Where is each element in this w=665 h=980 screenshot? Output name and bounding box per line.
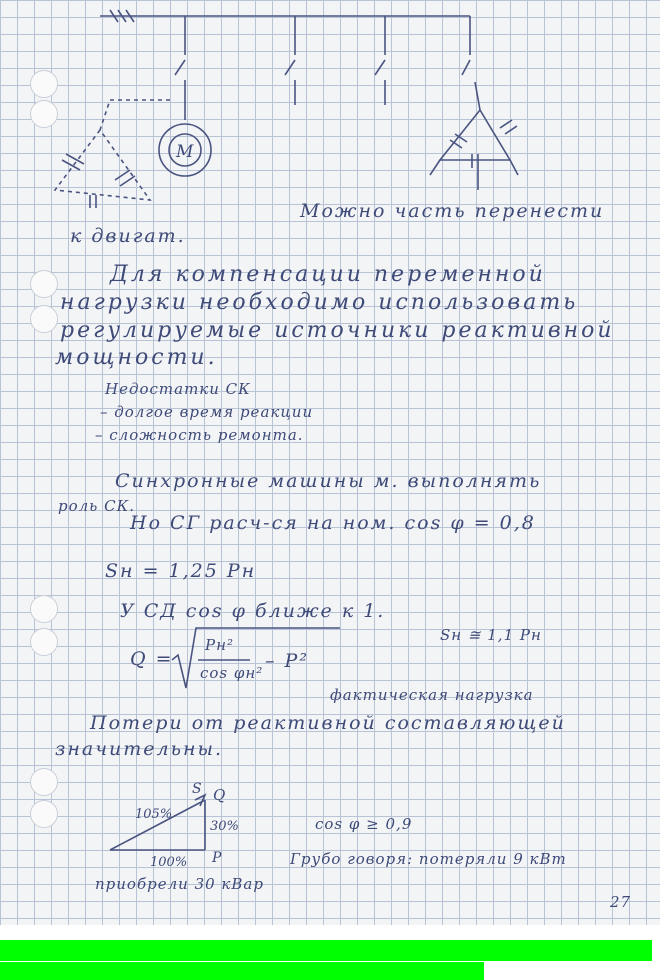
white-block [484,962,652,980]
formula-numerator: Pн² [205,636,234,654]
text-line: cos φ ≥ 0,9 [315,815,413,833]
text-line: – сложность ремонта. [95,426,304,444]
motor-label: M [176,142,194,162]
text-line: Можно часть перенести [300,200,605,222]
green-band [0,962,484,980]
green-band [0,940,652,961]
formula-lhs: Q = [130,648,174,670]
formula-denominator: cos φн² [200,664,264,682]
text-line: У СД cos φ ближе к 1. [120,600,386,622]
text-line: Но СГ расч-ся на ном. cos φ = 0,8 [130,512,536,534]
triangle-q-label: Q [213,786,226,804]
text-line: нагрузки необходимо использовать [60,290,579,315]
triangle-base-label: 100% [150,855,188,870]
text-line: Для компенсации переменной [110,262,546,287]
triangle-side-label: 30% [210,819,239,834]
triangle-hyp-label: 105% [135,807,173,822]
text-line: значительны. [55,738,223,760]
text-line: роль СК. [58,497,135,515]
text-line: Sн ≅ 1,1 Pн [440,626,542,644]
text-line: Sн = 1,25 Pн [105,560,257,582]
formula-tail: – P² [265,650,309,672]
text-line: приобрели 30 кВар [95,875,264,893]
text-line: фактическая нагрузка [330,686,534,704]
text-line: регулируемые источники реактивной [60,318,615,343]
text-line: Недостатки СК [105,380,251,398]
text-line: – долгое время реакции [100,403,314,421]
text-line: Грубо говоря: потеряли 9 кВт [290,850,567,868]
text-line: Синхронные машины м. выполнять [115,470,542,492]
text-line: Потери от реактивной составляющей [90,712,566,734]
triangle-p-label: P [212,850,222,866]
page-number: 27 [610,893,632,911]
text-line: к двигат. [70,225,186,247]
text-line: мощности. [55,345,218,370]
triangle-s-label: S [192,781,202,797]
